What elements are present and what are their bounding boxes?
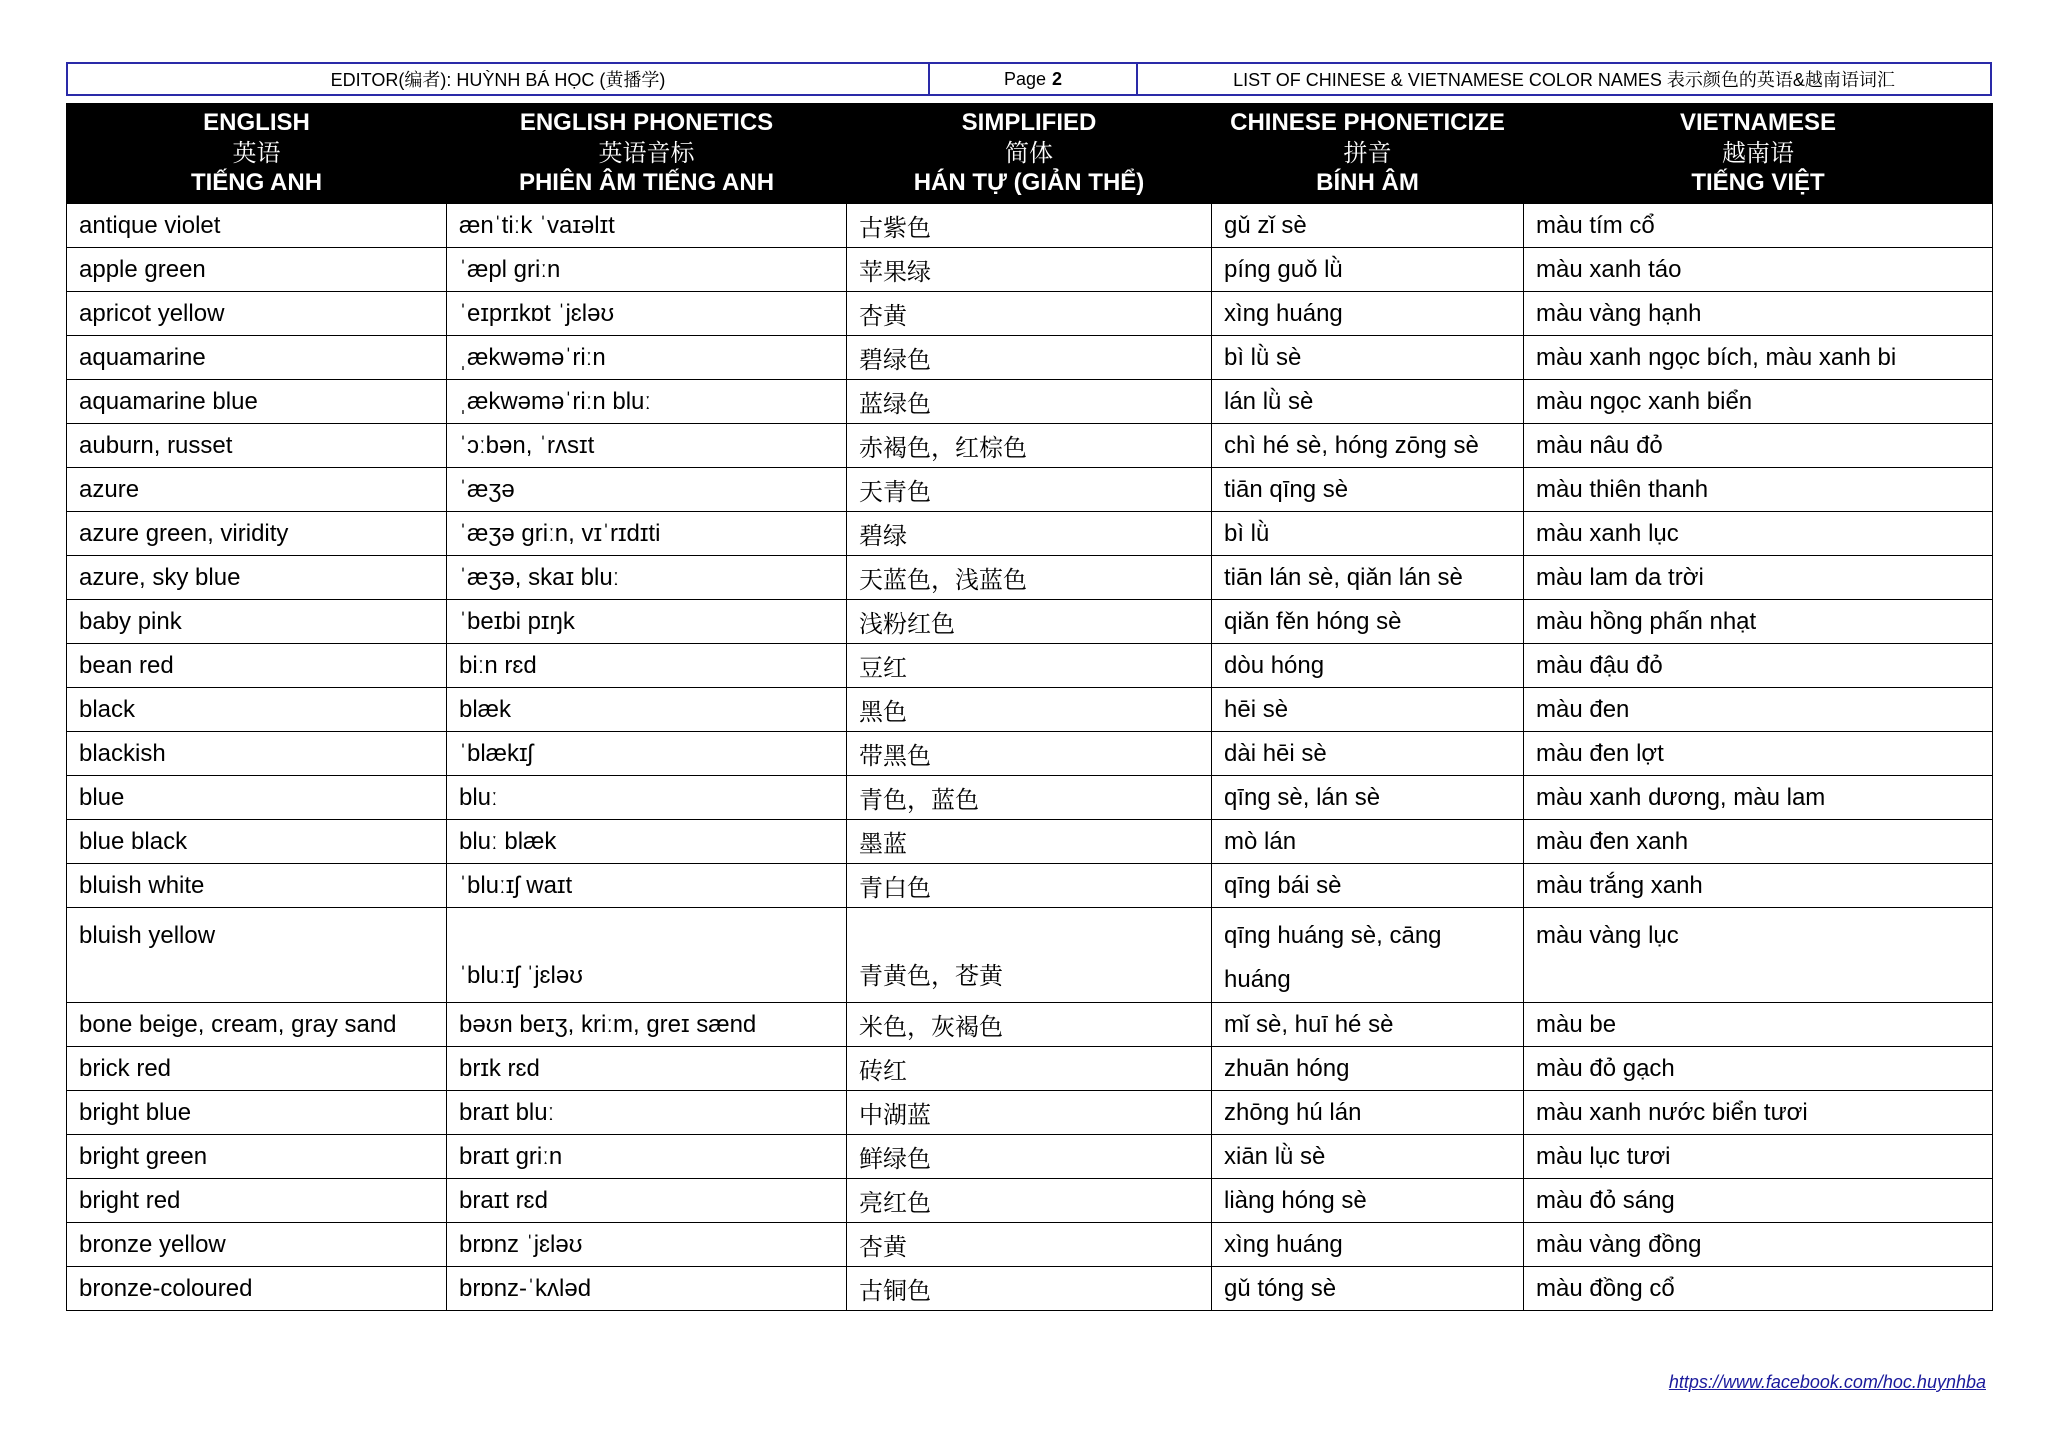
cell-english-phonetics: braɪt ɡriːn xyxy=(447,1135,847,1179)
cell-english-phonetics: ˈbluːɪʃ waɪt xyxy=(447,864,847,908)
cell-english-phonetics: braɪt bluː xyxy=(447,1091,847,1135)
cell-vietnamese: màu đen xyxy=(1524,688,1993,732)
cell-english-phonetics: bəʊn beɪʒ, kriːm, ɡreɪ sænd xyxy=(447,1003,847,1047)
cell-vietnamese: màu vàng lục xyxy=(1524,908,1993,1003)
cell-vietnamese: màu xanh dương, màu lam xyxy=(1524,776,1993,820)
cell-english-phonetics: biːn rɛd xyxy=(447,644,847,688)
cell-english: auburn, russet xyxy=(67,424,447,468)
cell-english-phonetics: ˈblækɪʃ xyxy=(447,732,847,776)
cell-vietnamese: màu đồng cổ xyxy=(1524,1267,1993,1311)
cell-english-phonetics: ænˈtiːk ˈvaɪəlɪt xyxy=(447,204,847,248)
cell-chinese-phoneticize: xìng huáng xyxy=(1212,292,1524,336)
cell-vietnamese: màu lam da trời xyxy=(1524,556,1993,600)
table-row xyxy=(67,512,1993,556)
cell-simplified: 中湖蓝 xyxy=(847,1091,1212,1135)
color-names-table xyxy=(66,103,1993,1311)
cell-english: apricot yellow xyxy=(67,292,447,336)
cell-chinese-phoneticize: tiān lán sè, qiǎn lán sè xyxy=(1212,556,1524,600)
cell-vietnamese: màu xanh táo xyxy=(1524,248,1993,292)
cell-english: baby pink xyxy=(67,600,447,644)
cell-chinese-phoneticize: qīng bái sè xyxy=(1212,864,1524,908)
cell-chinese-phoneticize: dòu hóng xyxy=(1212,644,1524,688)
cell-chinese-phoneticize: lán lǜ sè xyxy=(1212,380,1524,424)
cell-simplified: 碧绿色 xyxy=(847,336,1212,380)
cell-vietnamese: màu đỏ sáng xyxy=(1524,1179,1993,1223)
cell-simplified: 赤褐色，红棕色 xyxy=(847,424,1212,468)
cell-english-phonetics: ˈbluːɪʃ ˈjɛləʊ xyxy=(447,908,847,1003)
cell-english-phonetics: ˈæʒə ɡriːn, vɪˈrɪdɪti xyxy=(447,512,847,556)
cell-english: blue xyxy=(67,776,447,820)
cell-simplified: 天蓝色，浅蓝色 xyxy=(847,556,1212,600)
table-row xyxy=(67,468,1993,512)
cell-vietnamese: màu thiên thanh xyxy=(1524,468,1993,512)
cell-chinese-phoneticize: bì lǜ sè xyxy=(1212,336,1524,380)
cell-chinese-phoneticize: dài hēi sè xyxy=(1212,732,1524,776)
table-row xyxy=(67,732,1993,776)
table-row xyxy=(67,556,1993,600)
cell-simplified: 蓝绿色 xyxy=(847,380,1212,424)
cell-english-phonetics: brɒnz ˈjɛləʊ xyxy=(447,1223,847,1267)
cell-english-phonetics: ˈɔːbən, ˈrʌsɪt xyxy=(447,424,847,468)
cell-chinese-phoneticize: zhuān hóng xyxy=(1212,1047,1524,1091)
table-row xyxy=(67,292,1993,336)
page-label: Page xyxy=(1003,68,1047,89)
table-row xyxy=(67,600,1993,644)
cell-simplified: 青白色 xyxy=(847,864,1212,908)
cell-simplified: 亮红色 xyxy=(847,1179,1212,1223)
cell-vietnamese: màu xanh ngọc bích, màu xanh bi xyxy=(1524,336,1993,380)
cell-chinese-phoneticize: zhōng hú lán xyxy=(1212,1091,1524,1135)
cell-english-phonetics: brɪk rɛd xyxy=(447,1047,847,1091)
table-row xyxy=(67,248,1993,292)
cell-chinese-phoneticize: chì hé sè, hóng zōng sè xyxy=(1212,424,1524,468)
table-body xyxy=(67,204,1993,1311)
table-row xyxy=(67,1135,1993,1179)
cell-chinese-phoneticize: xiān lǜ sè xyxy=(1212,1135,1524,1179)
cell-chinese-phoneticize: hēi sè xyxy=(1212,688,1524,732)
cell-vietnamese: màu nâu đỏ xyxy=(1524,424,1993,468)
cell-english: blue black xyxy=(67,820,447,864)
cell-english-phonetics: ˌækwəməˈriːn bluː xyxy=(447,380,847,424)
cell-chinese-phoneticize: qīng huáng sè, cāng huáng xyxy=(1212,908,1524,1003)
document-title: LIST OF CHINESE & VIETNAMESE COLOR NAMES 表示颜色的英语&越南语词汇 xyxy=(1233,70,1895,90)
cell-simplified: 砖红 xyxy=(847,1047,1212,1091)
cell-simplified: 古紫色 xyxy=(847,204,1212,248)
cell-english: azure xyxy=(67,468,447,512)
cell-english-phonetics: ˈbeɪbi pɪŋk xyxy=(447,600,847,644)
page-number: 2 xyxy=(1052,68,1063,89)
cell-english: bean red xyxy=(67,644,447,688)
cell-english-phonetics: ˌækwəməˈriːn xyxy=(447,336,847,380)
cell-simplified: 碧绿 xyxy=(847,512,1212,556)
table-row xyxy=(67,336,1993,380)
cell-chinese-phoneticize: mǐ sè, huī hé sè xyxy=(1212,1003,1524,1047)
table-row xyxy=(67,1267,1993,1311)
table-row xyxy=(67,644,1993,688)
cell-english: bone beige, cream, gray sand xyxy=(67,1003,447,1047)
cell-vietnamese: màu tím cổ xyxy=(1524,204,1993,248)
table-row xyxy=(67,820,1993,864)
cell-vietnamese: màu đen xanh xyxy=(1524,820,1993,864)
cell-vietnamese: màu vàng hạnh xyxy=(1524,292,1993,336)
cell-english: blackish xyxy=(67,732,447,776)
cell-chinese-phoneticize: gǔ zǐ sè xyxy=(1212,204,1524,248)
cell-english: black xyxy=(67,688,447,732)
cell-english: bronze yellow xyxy=(67,1223,447,1267)
cell-english-phonetics: ˈæʒə xyxy=(447,468,847,512)
cell-simplified: 米色，灰褐色 xyxy=(847,1003,1212,1047)
cell-english-phonetics: brɒnz-ˈkʌləd xyxy=(447,1267,847,1311)
cell-chinese-phoneticize: xìng huáng xyxy=(1212,1223,1524,1267)
cell-english: bright blue xyxy=(67,1091,447,1135)
table-row xyxy=(67,908,1993,1003)
column-header-chinese-phoneticize: CHINESE PHONETICIZE 拼音 BÍNH ÂM xyxy=(1212,104,1524,204)
cell-vietnamese: màu xanh lục xyxy=(1524,512,1993,556)
cell-english-phonetics: ˈæʒə, skaɪ bluː xyxy=(447,556,847,600)
table-header-row xyxy=(67,104,1993,204)
cell-simplified: 浅粉红色 xyxy=(847,600,1212,644)
cell-vietnamese: màu đỏ gạch xyxy=(1524,1047,1993,1091)
page-indicator xyxy=(930,64,1138,94)
table-row xyxy=(67,204,1993,248)
table-row xyxy=(67,776,1993,820)
cell-english: azure, sky blue xyxy=(67,556,447,600)
table-row xyxy=(67,688,1993,732)
cell-english-phonetics: blæk xyxy=(447,688,847,732)
cell-english-phonetics: braɪt rɛd xyxy=(447,1179,847,1223)
cell-simplified: 带黑色 xyxy=(847,732,1212,776)
page-header xyxy=(66,62,1992,96)
cell-simplified: 黑色 xyxy=(847,688,1212,732)
cell-vietnamese: màu đen lợt xyxy=(1524,732,1993,776)
table-row xyxy=(67,380,1993,424)
cell-simplified: 杏黄 xyxy=(847,1223,1212,1267)
cell-chinese-phoneticize: liàng hóng sè xyxy=(1212,1179,1524,1223)
editor-credit: EDITOR(编者): HUỲNH BÁ HỌC (黄播学) xyxy=(68,64,930,94)
cell-chinese-phoneticize: tiān qīng sè xyxy=(1212,468,1524,512)
table-row xyxy=(67,1223,1993,1267)
cell-english: bronze-coloured xyxy=(67,1267,447,1311)
cell-chinese-phoneticize: gǔ tóng sè xyxy=(1212,1267,1524,1311)
facebook-link[interactable]: https://www.facebook.com/hoc.huynhba xyxy=(1668,1372,1986,1392)
cell-simplified: 青色，蓝色 xyxy=(847,776,1212,820)
cell-vietnamese: màu đậu đỏ xyxy=(1524,644,1993,688)
cell-vietnamese: màu be xyxy=(1524,1003,1993,1047)
cell-chinese-phoneticize: qiǎn fěn hóng sè xyxy=(1212,600,1524,644)
column-header-english-phonetics: ENGLISH PHONETICS 英语音标 PHIÊN ÂM TIẾNG ANH xyxy=(447,104,847,204)
cell-chinese-phoneticize: qīng sè, lán sè xyxy=(1212,776,1524,820)
cell-simplified: 墨蓝 xyxy=(847,820,1212,864)
column-header-vietnamese: VIETNAMESE 越南语 TIẾNG VIỆT xyxy=(1524,104,1993,204)
cell-english-phonetics: ˈæpl ɡriːn xyxy=(447,248,847,292)
cell-simplified: 苹果绿 xyxy=(847,248,1212,292)
cell-english: azure green, viridity xyxy=(67,512,447,556)
table-row xyxy=(67,424,1993,468)
cell-chinese-phoneticize: mò lán xyxy=(1212,820,1524,864)
table-row xyxy=(67,864,1993,908)
cell-english: bright green xyxy=(67,1135,447,1179)
column-header-english: ENGLISH 英语 TIẾNG ANH xyxy=(67,104,447,204)
cell-simplified: 鲜绿色 xyxy=(847,1135,1212,1179)
column-header-simplified: SIMPLIFIED 简体 HÁN TỰ (GIẢN THỂ) xyxy=(847,104,1212,204)
cell-vietnamese: màu vàng đồng xyxy=(1524,1223,1993,1267)
cell-simplified: 青黄色，苍黄 xyxy=(847,908,1212,1003)
cell-english: aquamarine blue xyxy=(67,380,447,424)
table-row xyxy=(67,1047,1993,1091)
cell-chinese-phoneticize: bì lǜ xyxy=(1212,512,1524,556)
cell-english: apple green xyxy=(67,248,447,292)
cell-simplified: 豆红 xyxy=(847,644,1212,688)
cell-english: antique violet xyxy=(67,204,447,248)
cell-english: bright red xyxy=(67,1179,447,1223)
cell-english: bluish yellow xyxy=(67,908,447,1003)
cell-english-phonetics: ˈeɪprɪkɒt ˈjɛləʊ xyxy=(447,292,847,336)
cell-vietnamese: màu lục tươi xyxy=(1524,1135,1993,1179)
cell-english: bluish white xyxy=(67,864,447,908)
cell-vietnamese: màu hồng phấn nhạt xyxy=(1524,600,1993,644)
cell-chinese-phoneticize: píng guǒ lǜ xyxy=(1212,248,1524,292)
table-row xyxy=(67,1003,1993,1047)
cell-english-phonetics: bluː blæk xyxy=(447,820,847,864)
table-row xyxy=(67,1091,1993,1135)
cell-vietnamese: màu ngọc xanh biển xyxy=(1524,380,1993,424)
cell-simplified: 杏黄 xyxy=(847,292,1212,336)
cell-vietnamese: màu trắng xanh xyxy=(1524,864,1993,908)
cell-simplified: 天青色 xyxy=(847,468,1212,512)
cell-english: brick red xyxy=(67,1047,447,1091)
cell-english-phonetics: bluː xyxy=(447,776,847,820)
cell-english: aquamarine xyxy=(67,336,447,380)
cell-simplified: 古铜色 xyxy=(847,1267,1212,1311)
table-row xyxy=(67,1179,1993,1223)
cell-vietnamese: màu xanh nước biển tươi xyxy=(1524,1091,1993,1135)
